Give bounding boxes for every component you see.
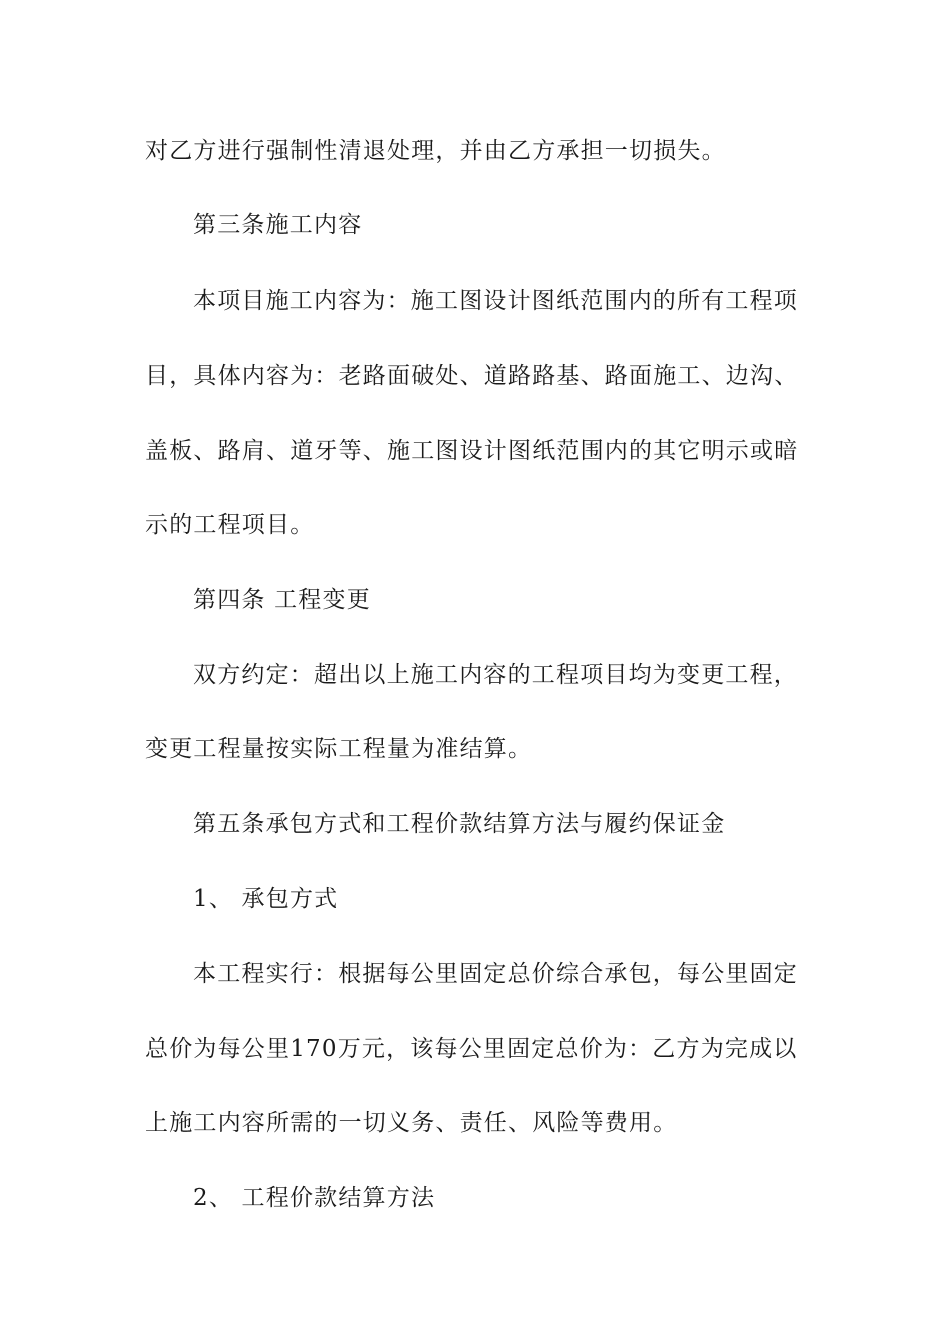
paragraph-line: 双方约定：超出以上施工内容的工程项目均为变更工程， (193, 662, 798, 688)
paragraph-line: 示的工程项目。 (145, 512, 315, 538)
paragraph-line: 目，具体内容为：老路面破处、道路路基、路面施工、边沟、 (145, 363, 799, 389)
paragraph-line: 本项目施工内容为：施工图设计图纸范围内的所有工程项 (193, 288, 798, 314)
list-item-heading-2: 2、 工程价款结算方法 (193, 1185, 436, 1211)
paragraph-line: 盖板、路肩、道牙等、施工图设计图纸范围内的其它明示或暗 (145, 438, 799, 464)
section-heading-5: 第五条承包方式和工程价款结算方法与履约保证金 (193, 811, 726, 837)
paragraph-line: 总价为每公里170万元，该每公里固定总价为：乙方为完成以 (145, 1036, 798, 1062)
section-heading-4: 第四条 工程变更 (193, 587, 371, 613)
paragraph-line: 对乙方进行强制性清退处理，并由乙方承担一切损失。 (145, 138, 726, 164)
paragraph-line: 变更工程量按实际工程量为准结算。 (145, 736, 533, 762)
paragraph-line: 上施工内容所需的一切义务、责任、风险等费用。 (145, 1110, 678, 1136)
list-item-heading-1: 1、 承包方式 (193, 886, 339, 912)
paragraph-line: 本工程实行：根据每公里固定总价综合承包，每公里固定 (193, 961, 798, 987)
section-heading-3: 第三条施工内容 (193, 212, 363, 238)
